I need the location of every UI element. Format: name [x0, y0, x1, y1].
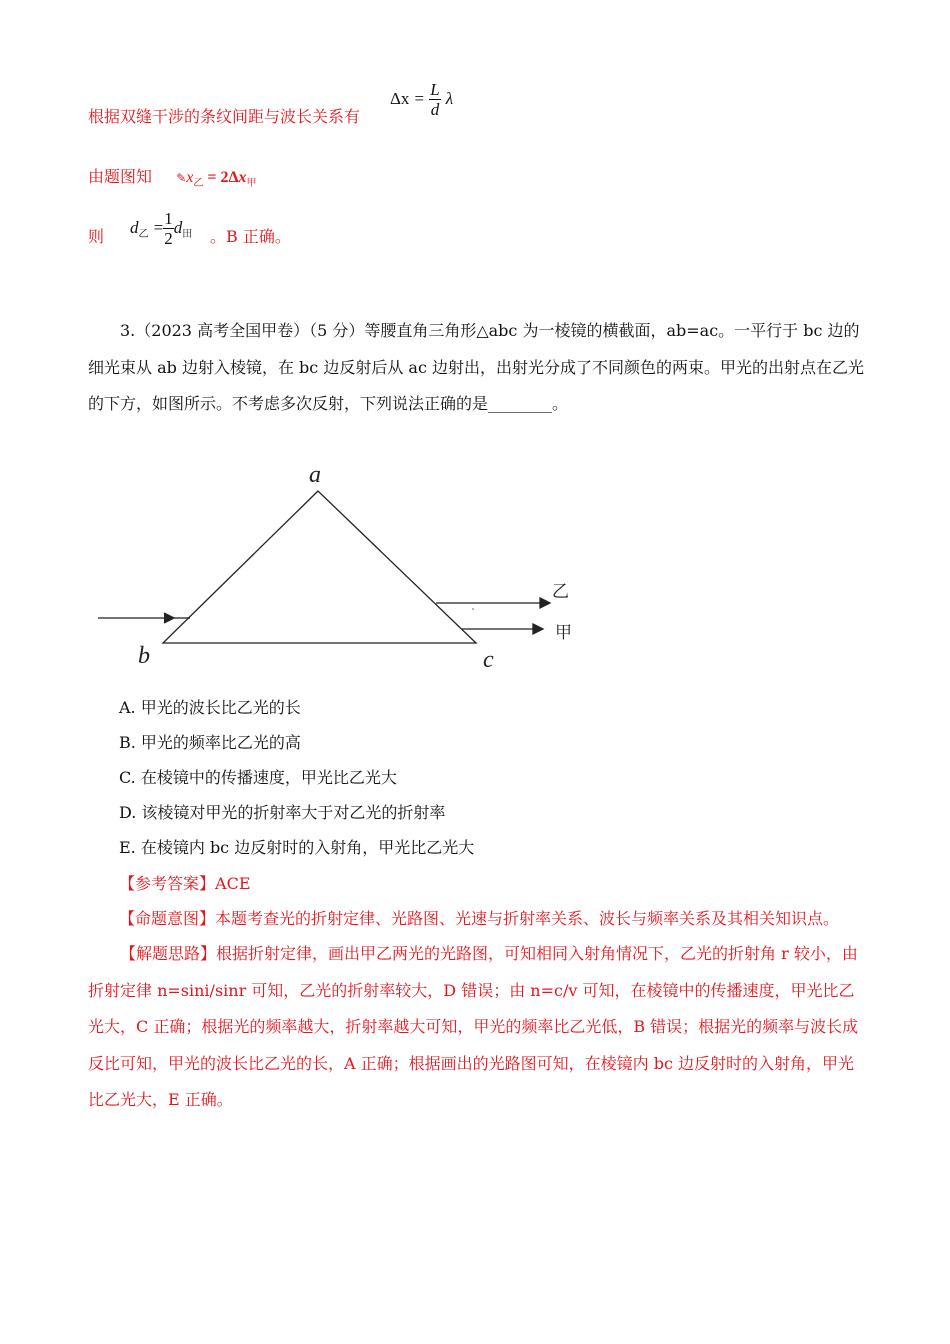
formula-1-numerator: L	[430, 80, 440, 99]
formula-1-lhs: Δx	[390, 89, 410, 108]
formula-2-sub-2: 甲	[246, 178, 257, 189]
ray-label-jia: 甲	[555, 623, 572, 643]
formula-3-lhs: d	[130, 218, 139, 237]
analysis-block	[88, 936, 864, 1119]
prism-figure	[90, 455, 590, 675]
answer-line	[119, 874, 251, 894]
formula-fringe-spacing	[390, 80, 453, 119]
solution-line-2-text: 由题图知	[88, 167, 153, 186]
formula-1-eq: =	[414, 89, 425, 108]
solution-line-1	[88, 107, 360, 127]
formula-2-var: x	[186, 169, 194, 186]
pencil-icon: ✎	[176, 171, 187, 185]
formula-2-var-2: x	[238, 169, 247, 186]
question-3-body: 3.（2023 高考全国甲卷）（5 分）等腰直角三角形△abc 为一棱镜的横截面，ab=ac。一平行于 bc 边的细光束从 ab 边射入棱镜，在 bc 边反射后从 ac 边射出，出射光分成了不同颜色的两束。甲光的出射点在乙光的下方，如图所示。不考虑多次反射，下列说法正确的是________。	[88, 321, 865, 413]
analysis-text: 根据折射定律，画出甲乙两光的光路图，可知相同入射角情况下，乙光的折射角 r 较小，由折射定律 n=sini/sinr 可知，乙光的折射率较大，D 错误；由 n=c/v 可知，在棱镜中的传播速度，甲光比乙光大，C 正确；根据光的频率越大，折射率越大可知，甲光的频率比乙光低，B 错误；根据光的频率与波长成反比可知，甲光的波长比乙光的长，A 正确；根据画出的光路图可知，在棱镜内 bc 边反射时的入射角，甲光比乙光大，E 正确。	[88, 944, 859, 1109]
answer-value: ACE	[215, 874, 251, 893]
option-a: A. 甲光的波长比乙光的长	[119, 698, 301, 717]
formula-3-sub-1: 乙	[138, 229, 149, 240]
intent-label: 【命题意图】	[119, 909, 216, 928]
ray-label-yi: 乙	[552, 582, 569, 602]
answer-label: 【参考答案】	[119, 874, 216, 893]
prism-triangle	[163, 491, 476, 643]
exit-ray-yi-arrowhead	[540, 598, 550, 608]
vertex-label-c: c	[483, 647, 494, 673]
stray-dot	[472, 608, 474, 610]
formula-3-fraction	[163, 209, 174, 248]
solution-line-1-text: 根据双缝干涉的条纹间距与波长关系有	[88, 107, 361, 126]
formula-3-denominator: 2	[164, 229, 173, 248]
option-e: E. 在棱镜内 bc 边反射时的入射角，甲光比乙光大	[119, 838, 475, 857]
vertex-label-b: b	[138, 643, 150, 669]
vertex-label-a: a	[309, 462, 321, 488]
formula-3-numerator: 1	[164, 209, 173, 228]
solution-line-3-suffix: 。B 正确。	[210, 227, 291, 246]
formula-3-eq: =	[153, 218, 164, 237]
intent-text: 本题考查光的折射定律、光路图、光速与折射率关系、波长与频率关系及其相关知识点。	[215, 909, 840, 928]
incident-ray-arrowhead	[164, 613, 174, 623]
formula-1-rhs: λ	[445, 89, 454, 108]
formula-d-relation	[130, 209, 192, 248]
intent-line	[119, 909, 839, 929]
exit-ray-jia-arrowhead	[533, 624, 543, 634]
analysis-label: 【解题思路】	[120, 944, 217, 963]
option-c: C. 在棱镜中的传播速度，甲光比乙光大	[119, 768, 397, 787]
formula-2-sub-1: 乙	[193, 178, 204, 189]
formula-3-sub-2: 田	[182, 229, 193, 240]
question-3-text	[88, 313, 864, 423]
option-d: D. 该棱镜对甲光的折射率大于对乙光的折射率	[119, 803, 446, 822]
formula-1-fraction	[429, 80, 440, 119]
formula-2-eq: = 2Δ	[203, 169, 239, 186]
option-b: B. 甲光的频率比乙光的高	[119, 733, 301, 752]
solution-line-2	[88, 167, 257, 190]
formula-1-denominator: d	[430, 100, 440, 119]
formula-3-rhs: d	[173, 218, 183, 237]
solution-line-3-prefix: 则	[88, 227, 105, 246]
